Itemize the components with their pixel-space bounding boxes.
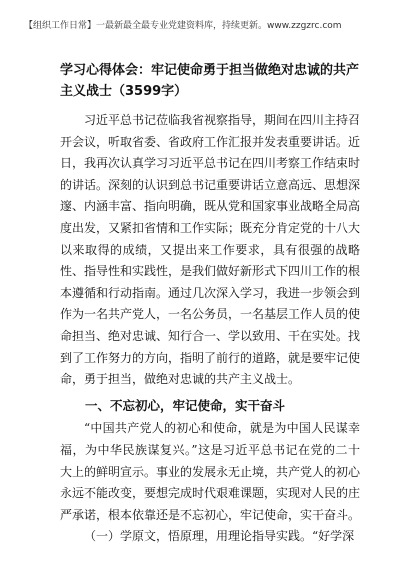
paragraph-initial-mission: “中国共产党人的初心和使命，就是为中国人民谋幸福，为中华民族谋复兴。”这是习近平总书记在党的二十大上的鲜明宣示。事业的发展永无止境，共产党人的初心永远不能改变，要想完成时代艰难课题，实现对人民的庄严承诺，根本依靠还是不忘初心，牢记使命，实干奋斗。 [60, 421, 361, 522]
section-heading-1: 一、不忘初心，牢记使命，实干奋斗 [85, 397, 286, 413]
paragraph-intro: 习近平总书记莅临我省视察指导，期间在四川主持召开会议，听取省委、省政府工作汇报并发表重要讲话。近日，我再次认真学习习近平总书记在四川考察工作结束时的讲话。深刻的认识到总书记重要讲话立意高远、思想深邃、内涵丰富、指向明确，既从党和国家事业战略全局高度出发，又紧扣省情和工作实际；既充分肯定党的十八大以来取得的成绩，又提出来工作要求，具有很强的战略性、指导性和实践性，是我们做好新形式下四川工作的根本遵循和行动指南。通过几次深入学习，我进一步领会到作为一名共产党人，一名公务员，一名基层工作人员的使命担当、绝对忠诚、知行合一、学以致用、干在实处。找到了工作努力的方向，指明了前行的道路，就是要牢记使命，勇于担当，做绝对忠诚的共产主义战士。 [60, 113, 361, 387]
page-header: 【组织工作日常】一最新最全最专业党建资料库，持续更新。www.zzgzrc.com [24, 21, 342, 31]
document-title: 学习心得体会：牢记使命勇于担当做绝对忠诚的共产主义战士（3599字） [60, 63, 360, 99]
paragraph-study-theory: （一）学原文，悟原理，用理论指导实践。“好学深 [84, 529, 355, 544]
document-body [60, 110, 360, 548]
